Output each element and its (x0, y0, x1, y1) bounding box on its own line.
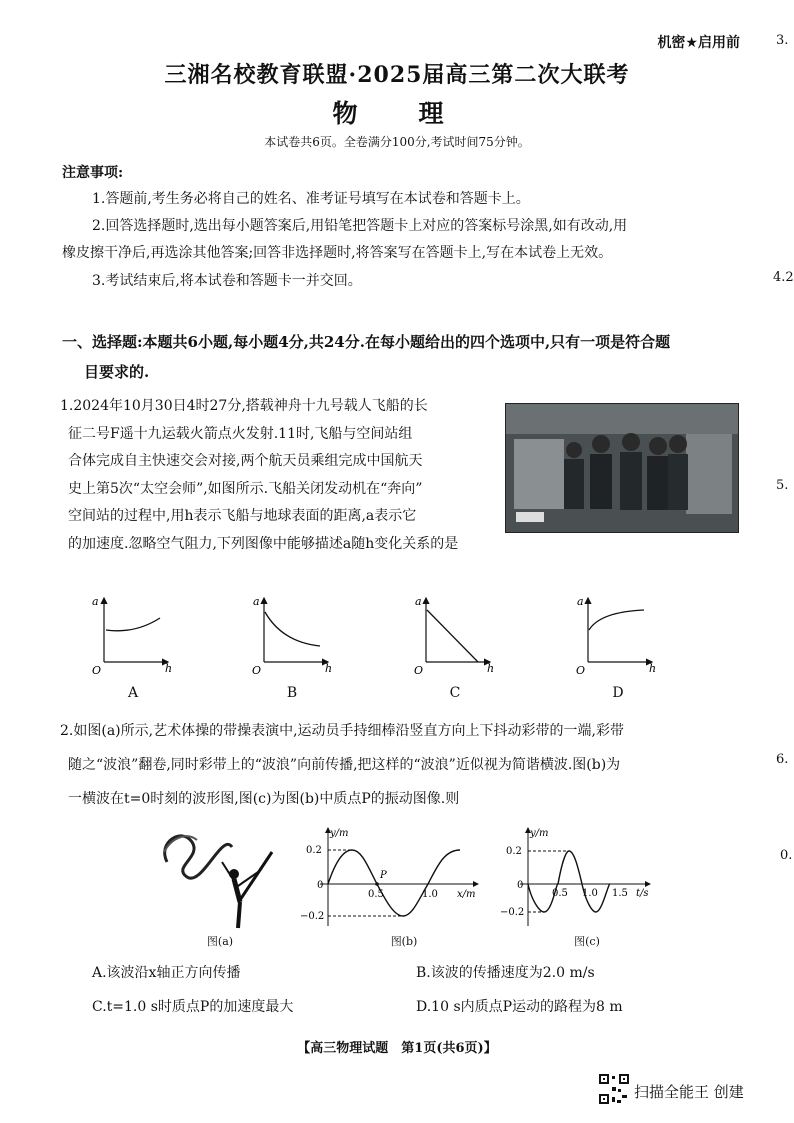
axis-label: h (649, 662, 657, 675)
graph-a (92, 595, 172, 677)
section-line-2: 目要求的. (84, 363, 150, 381)
q2-option-a: A.该波沿x轴正方向传播 (92, 965, 241, 981)
axis-origin: O (414, 664, 424, 677)
fig-a-caption: 图(a) (206, 935, 234, 948)
q2-option-b: B.该波的传播速度为2.0 m/s (416, 965, 595, 981)
notes-heading: 注意事项: (62, 165, 124, 181)
q2-line: 一横波在t=0时刻的波形图,图(c)为图(b)中质点P的振动图像.则 (68, 791, 460, 807)
fig-c-caption: 图(c) (574, 935, 600, 948)
axis-label: a (253, 595, 260, 608)
page-footer: 【高三物理试题 第1页(共6页)】 (297, 1041, 497, 1056)
edge-fragment: 4.2 (773, 270, 794, 285)
tick-label: 1.0 (422, 889, 438, 900)
gymnast-figure (152, 822, 282, 932)
q2-option-d: D.10 s内质点P运动的路程为8 m (416, 999, 623, 1015)
option-label-d: D (612, 685, 624, 701)
subject-title: 物 理 (332, 99, 462, 128)
tick-label: 0.5 (368, 889, 384, 900)
tick-label: 0.2 (306, 845, 322, 856)
q1-line: 空间站的过程中,用h表示飞船与地球表面的距离,a表示它 (68, 508, 417, 524)
fig-c-vibration (500, 822, 660, 932)
section-heading (62, 327, 752, 387)
fig-b-caption: 图(b) (390, 935, 418, 948)
astronaut-photo (505, 403, 739, 533)
exam-info: 本试卷共6页。全卷满分100分,考试时间75分钟。 (264, 135, 530, 149)
edge-fragment: 0. (780, 848, 793, 863)
axis-label: x/m (457, 889, 476, 900)
q1-line: 史上第5次“太空会师”,如图所示.飞船关闭发动机在“奔向” (68, 480, 423, 497)
tick-label: −0.2 (300, 911, 325, 922)
q2-line: 2.如图(a)所示,艺术体操的带操表演中,运动员手持细棒沿竖直方向上下抖动彩带的一端,彩带 (60, 723, 624, 739)
axis-label: a (577, 595, 584, 608)
tick-label: 0.5 (552, 888, 568, 899)
note-1: 1.答题前,考生务必将自己的姓名、准考证号填写在本试卷和答题卡上。 (92, 191, 530, 207)
axis-label: a (92, 595, 99, 608)
axis-label: t/s (636, 888, 649, 899)
graph-d (576, 595, 656, 677)
axis-origin: O (252, 664, 262, 677)
tick-label: 0.2 (506, 846, 522, 857)
axis-label: h (487, 662, 495, 675)
tick-label: 1.0 (582, 888, 598, 899)
tick-label: −0.2 (500, 907, 525, 918)
axis-label: y/m (530, 828, 549, 839)
axis-origin: O (92, 664, 102, 677)
q2-line: 随之“波浪”翻卷,同时彩带上的“波浪”向前传播,把这样的“波浪”近似视为简谐横波.图(b)为 (68, 757, 621, 773)
axis-label: a (415, 595, 422, 608)
option-label-b: B (286, 685, 298, 701)
fig-b-waveform (300, 822, 482, 932)
q2-option-c: C.t=1.0 s时质点P的加速度最大 (92, 999, 294, 1015)
edge-fragment: 6. (776, 752, 789, 767)
confidential-label: 机密★启用前 (657, 35, 740, 51)
option-label-a: A (127, 685, 139, 701)
note-2a: 2.回答选择题时,选出每小题答案后,用铅笔把答题卡上对应的答案标号涂黑,如有改动,用 (92, 218, 628, 234)
exam-title: 三湘名校教育联盟·2025届高三第二次大联考 (164, 62, 630, 88)
q1-line: 的加速度.忽略空气阻力,下列图像中能够描述a随h变化关系的是 (68, 535, 459, 552)
axis-label: h (325, 662, 333, 675)
section-line-1: 一、选择题:本题共6小题,每小题4分,共24分.在每小题给出的四个选项中,只有一项是符合题 (62, 333, 671, 351)
q1-line: 合体完成自主快速交会对接,两个航天员乘组完成中国航天 (68, 453, 423, 469)
axis-label: y/m (330, 828, 349, 839)
q1-line: 1.2024年10月30日4时27分,搭载神舟十九号载人飞船的长 (60, 398, 428, 414)
q1-line: 征二号F遥十九运载火箭点火发射.11时,飞船与空间站组 (68, 425, 413, 442)
note-3: 3.考试结束后,将本试卷和答题卡一并交回。 (92, 273, 362, 289)
note-2b: 橡皮擦干净后,再选涂其他答案;回答非选择题时,将答案写在答题卡上,写在本试卷上无效。 (62, 245, 613, 261)
graph-c (414, 595, 494, 677)
axis-label: h (165, 662, 173, 675)
edge-fragment: 5. (776, 478, 789, 493)
tick-label: 0 (317, 880, 324, 891)
edge-fragment: 3. (776, 33, 789, 48)
question-1-text (60, 393, 500, 558)
axis-origin: O (576, 664, 586, 677)
option-label-c: C (449, 685, 461, 701)
graph-b (252, 595, 332, 677)
question-2-text (60, 714, 750, 816)
tick-label: 0 (517, 880, 524, 891)
tick-label: 1.5 (612, 888, 628, 899)
qr-code-icon (598, 1073, 630, 1105)
scanner-watermark: 扫描全能王 创建 (634, 1083, 744, 1101)
point-label: P (380, 870, 387, 881)
